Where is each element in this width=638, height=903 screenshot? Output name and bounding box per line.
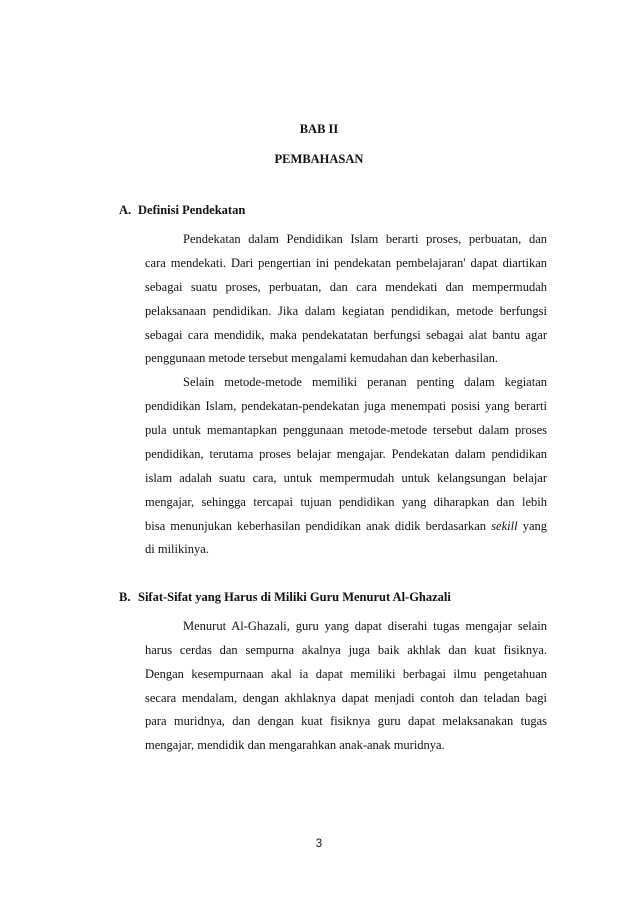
paragraph-line: Menurut Al-Ghazali, guru yang dapat diserahi tugas mengajar selain bbox=[183, 619, 547, 633]
paragraph-line: mengajar, sehingga tercapai tujuan pendidikan yang diharapkan dan lebih bbox=[145, 495, 547, 509]
paragraph-line: harus cerdas dan sempurna akalnya juga baik akhlak dan kuat fisiknya. bbox=[145, 643, 547, 657]
paragraph-line: mengajar, mendidik dan mengarahkan anak-anak muridnya. bbox=[145, 738, 445, 752]
section-a-heading bbox=[119, 203, 245, 218]
paragraph-line: Dengan kesempurnaan akal ia dapat memiliki berbagai ilmu pengetahuan bbox=[145, 667, 547, 681]
paragraph-line-with-italic bbox=[145, 519, 547, 534]
paragraph-line: penggunaan metode tersebut mengalami kemudahan dan keberhasilan. bbox=[145, 351, 498, 365]
paragraph-line: sebagai cara mendidik, maka pendekatatan berfungsi sebagai alat bantu agar bbox=[145, 328, 547, 342]
paragraph-line: Pendekatan dalam Pendidikan Islam berarti proses, perbuatan, dan bbox=[183, 232, 547, 246]
paragraph-line: secara mendalam, dengan akhlaknya dapat menjadi contoh dan teladan bagi bbox=[145, 691, 547, 705]
paragraph-line: islam adalah suatu cara, untuk mempermudah untuk kelangsungan belajar bbox=[145, 471, 547, 485]
page-number: 3 bbox=[315, 838, 323, 850]
paragraph-line: cara mendekati. Dari pengertian ini pendekatan pembelajaran' dapat diartikan bbox=[145, 256, 547, 270]
section-a-title: Definisi Pendekatan bbox=[138, 203, 246, 217]
paragraph-line: sebagai suatu proses, perbuatan, dan cara mendekati dan mempermudah bbox=[145, 280, 547, 294]
paragraph-line: Selain metode-metode memiliki peranan penting dalam kegiatan bbox=[183, 375, 547, 389]
paragraph-line: pula untuk memantapkan penggunaan metode-metode tersebut dalam proses bbox=[145, 423, 547, 437]
section-b-heading bbox=[119, 590, 451, 605]
italic-term: sekill bbox=[491, 519, 518, 533]
section-a-letter: A. bbox=[119, 203, 132, 217]
paragraph-line: di milikinya. bbox=[145, 542, 209, 556]
paragraph-line: para muridnya, dan dengan kuat fisiknya guru dapat melaksanakan tugas bbox=[145, 714, 547, 728]
section-b-title: Sifat-Sifat yang Harus di Miliki Guru Menurut Al-Ghazali bbox=[138, 590, 451, 604]
paragraph-line: pendidikan Islam, pendekatan-pendekatan juga menempati posisi yang berarti bbox=[145, 399, 547, 413]
paragraph-line: pendidikan, terutama proses belajar mengajar. Pendekatan dalam pendidikan bbox=[145, 447, 547, 461]
paragraph-line-text: yang bbox=[522, 519, 548, 533]
chapter-title: PEMBAHASAN bbox=[274, 152, 364, 166]
section-b-letter: B. bbox=[119, 590, 131, 604]
paragraph-line-text: bisa menunjukan keberhasilan pendidikan anak didik berdasarkan bbox=[145, 519, 487, 533]
chapter-number: BAB II bbox=[299, 122, 339, 136]
paragraph-line: pelaksanaan pendidikan. Jika dalam kegiatan pendidikan, metode berfungsi bbox=[145, 304, 547, 318]
